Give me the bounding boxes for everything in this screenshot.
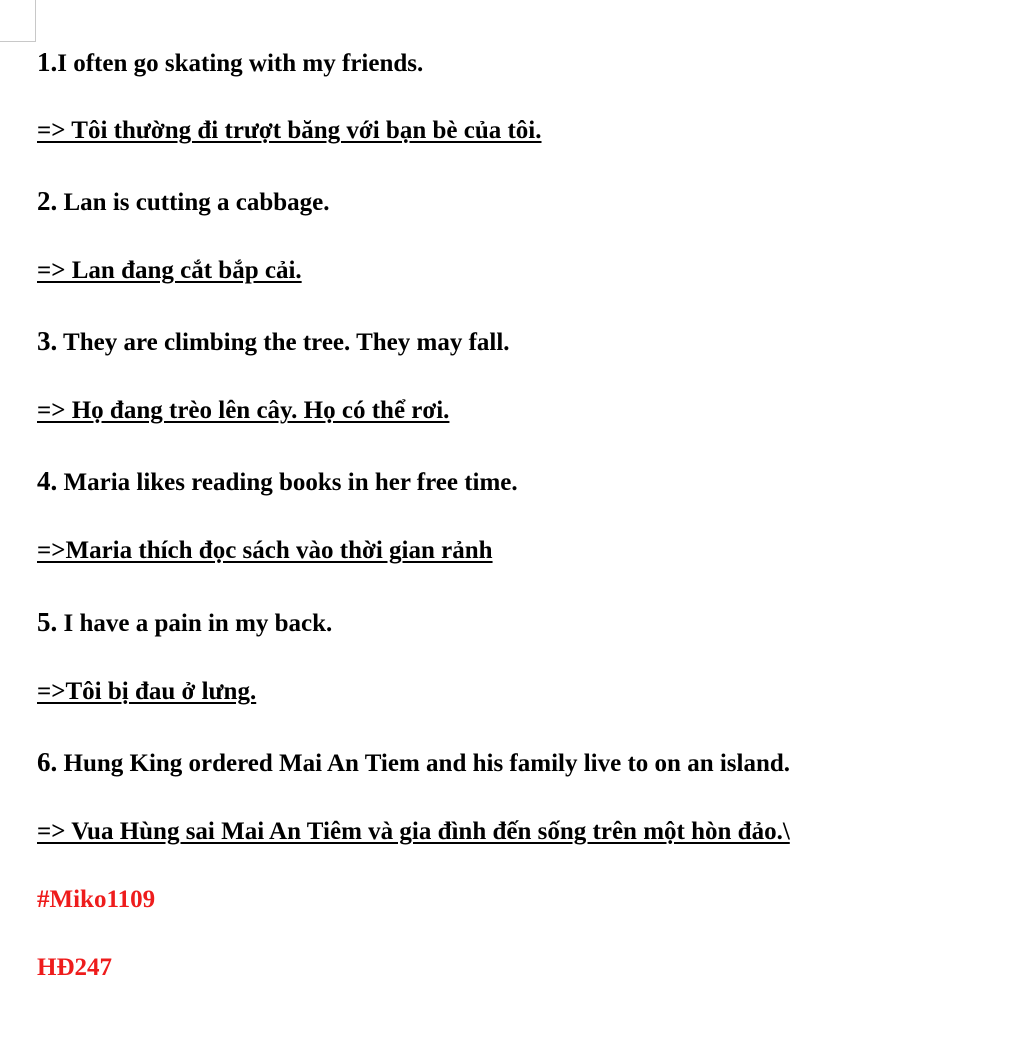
question-number: 5. xyxy=(37,607,58,637)
answer-3: => Họ đang trèo lên cây. Họ có thể rơi. xyxy=(37,397,450,424)
question-text: Hung King ordered Mai An Tiem and his family live to on an island. xyxy=(57,750,791,777)
question-text: They are climbing the tree. They may fall. xyxy=(57,329,510,356)
question-text: Maria likes reading books in her free time. xyxy=(57,469,518,496)
signature-org: HĐ247 xyxy=(37,954,112,981)
question-number: 4. xyxy=(37,466,58,496)
signature-tag: #Miko1109 xyxy=(37,886,156,913)
page-corner-mark xyxy=(0,0,36,42)
answer-1: => Tôi thường đi trượt băng với bạn bè của tôi. xyxy=(37,117,542,144)
question-text: I often go skating with my friends. xyxy=(57,50,424,77)
question-6 xyxy=(37,747,790,779)
question-2 xyxy=(37,186,330,218)
question-4 xyxy=(37,466,518,498)
question-number: 3. xyxy=(37,326,58,356)
question-number: 2. xyxy=(37,186,58,216)
question-number: 6. xyxy=(37,747,58,777)
question-3 xyxy=(37,326,510,358)
answer-4: =>Maria thích đọc sách vào thời gian rảnh xyxy=(37,537,493,564)
question-1 xyxy=(37,47,423,79)
answer-5: =>Tôi bị đau ở lưng. xyxy=(37,678,257,705)
question-5 xyxy=(37,607,332,639)
question-text: Lan is cutting a cabbage. xyxy=(57,189,330,216)
answer-2: => Lan đang cắt bắp cải. xyxy=(37,257,302,284)
question-number: 1. xyxy=(37,47,58,77)
answer-6: => Vua Hùng sai Mai An Tiêm và gia đình đến sống trên một hòn đảo.\ xyxy=(37,818,790,845)
question-text: I have a pain in my back. xyxy=(57,610,333,637)
